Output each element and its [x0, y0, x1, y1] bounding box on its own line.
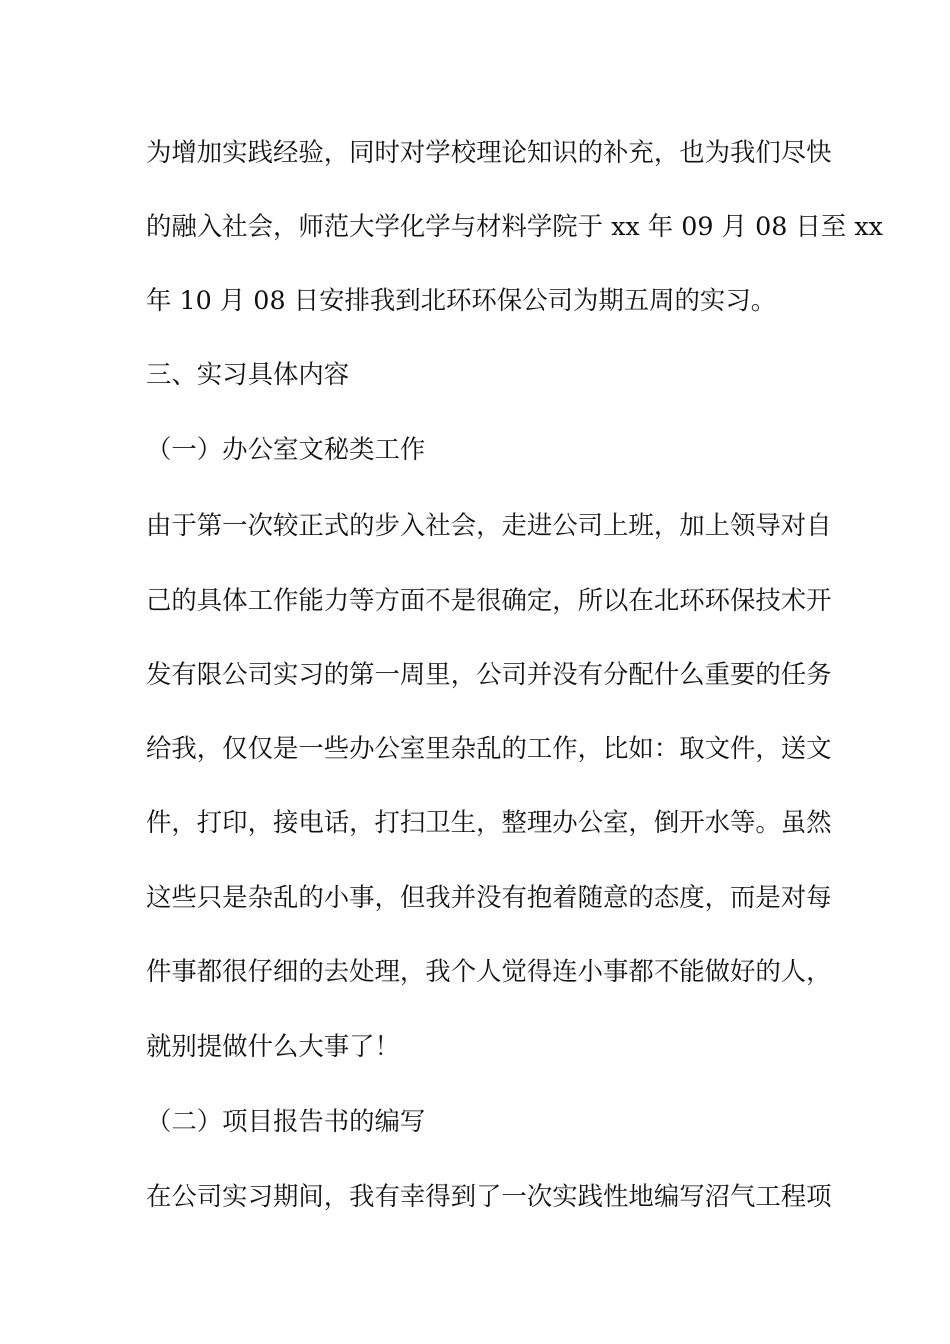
paragraph-line: 这些只是杂乱的小事，但我并没有抱着随意的态度，而是对每 — [146, 882, 832, 912]
paragraph-line: 件，打印，接电话，打扫卫生，整理办公室，倒开水等。虽然 — [146, 807, 832, 837]
paragraph-line: 给我，仅仅是一些办公室里杂乱的工作，比如：取文件，送文 — [146, 733, 832, 763]
paragraph-line: 就别提做什么大事了！ — [146, 1031, 400, 1061]
paragraph-line: 年 10 月 08 日安排我到北环环保公司为期五周的实习。 — [146, 285, 777, 315]
section-heading: 三、实习具体内容 — [146, 359, 350, 389]
subsection-heading: （二）项目报告书的编写 — [146, 1106, 426, 1136]
paragraph-line: 件事都很仔细的去处理，我个人觉得连小事都不能做好的人， — [146, 956, 832, 986]
paragraph-line: 发有限公司实习的第一周里，公司并没有分配什么重要的任务 — [146, 659, 832, 689]
paragraph-line: 为增加实践经验，同时对学校理论知识的补充，也为我们尽快 — [146, 137, 832, 167]
subsection-heading: （一）办公室文秘类工作 — [146, 434, 426, 464]
paragraph-line: 的融入社会，师范大学化学与材料学院于 xx 年 09 月 08 日至 xx — [146, 211, 883, 241]
paragraph-line: 由于第一次较正式的步入社会，走进公司上班，加上领导对自 — [146, 510, 832, 540]
paragraph-line: 在公司实习期间，我有幸得到了一次实践性地编写沼气工程项 — [146, 1181, 832, 1211]
paragraph-line: 己的具体工作能力等方面不是很确定，所以在北环环保技术开 — [146, 585, 832, 615]
